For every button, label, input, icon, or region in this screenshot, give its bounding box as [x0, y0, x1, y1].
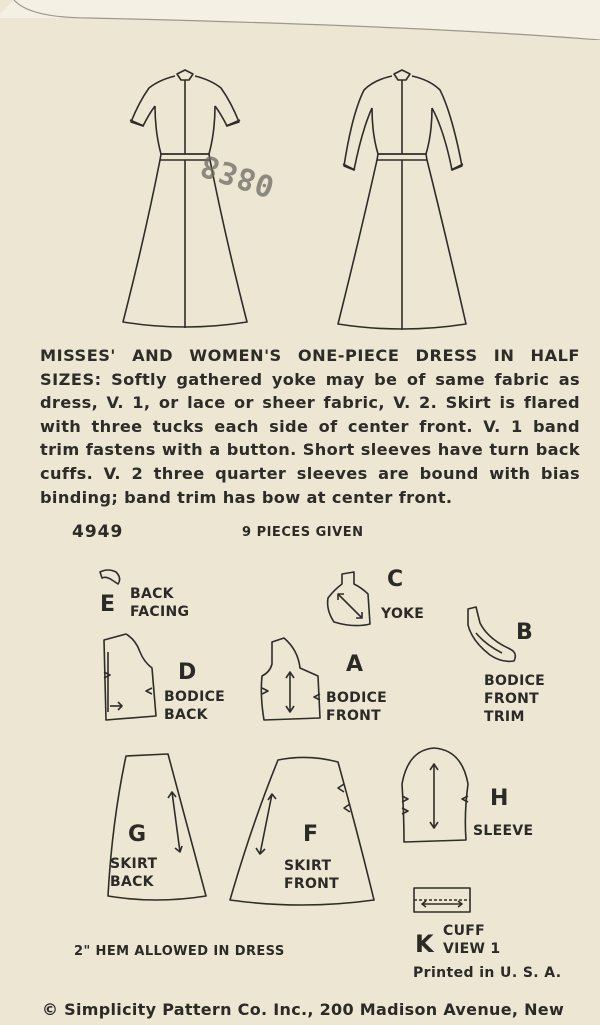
- sleeve-piece-shape: [394, 744, 472, 846]
- piece-label-e: BACK FACING: [130, 586, 190, 620]
- piece-label-a: BODICE FRONT: [326, 690, 388, 724]
- piece-letter-c: C: [387, 567, 404, 592]
- piece-letter-f: F: [303, 822, 319, 847]
- piece-letter-k: K: [415, 930, 434, 958]
- envelope-fold: [0, 0, 600, 40]
- piece-letter-b: B: [516, 620, 533, 645]
- back-facing-piece-shape: [98, 568, 124, 586]
- dress-view-1-illustration: [115, 66, 255, 336]
- description-body: Softly gathered yoke may be of same fabric as dress, V. 1, or lace or sheer fabric, V. 2. Skirt is flared with three tucks each side of center front. V. 1 band trim fastens with a button. Short sleeves have turn back cuffs. V. 2 three quarter sleeves are bound with bias binding; band trim has bow at center front.: [40, 369, 580, 507]
- piece-letter-a: A: [346, 652, 364, 677]
- stamp-number: 8380: [196, 147, 280, 204]
- piece-label-c: YOKE: [381, 606, 425, 622]
- piece-letter-d: D: [178, 660, 197, 685]
- piece-label-k: CUFF VIEW 1: [443, 923, 501, 957]
- piece-label-b: BODICE FRONT TRIM: [484, 673, 546, 725]
- pattern-number: 4949: [72, 522, 124, 542]
- hem-note: 2" HEM ALLOWED IN DRESS: [74, 944, 285, 959]
- piece-letter-g: G: [128, 822, 147, 847]
- copyright-line: © Simplicity Pattern Co. Inc., 200 Madison Avenue, New: [42, 1000, 565, 1019]
- piece-label-h: SLEEVE: [473, 823, 534, 839]
- piece-label-f: SKIRT FRONT: [284, 858, 340, 892]
- yoke-piece-shape: [324, 570, 374, 630]
- printed-in-usa: Printed in U. S. A.: [413, 965, 562, 981]
- piece-letter-h: H: [490, 786, 509, 811]
- pattern-description: [40, 344, 580, 509]
- piece-label-g: SKIRT BACK: [110, 856, 158, 890]
- bodice-back-piece-shape: [100, 632, 162, 724]
- piece-letter-e: E: [100, 592, 116, 617]
- dress-view-2-illustration: [330, 66, 475, 338]
- piece-label-d: BODICE BACK: [164, 689, 226, 723]
- bodice-front-piece-shape: [258, 636, 324, 726]
- bodice-front-trim-piece-shape: [462, 605, 522, 665]
- cuff-piece-shape: [412, 886, 472, 914]
- description-heading: MISSES' AND WOMEN'S ONE-PIECE DRESS IN HALF SIZES:: [40, 346, 580, 389]
- pieces-given: 9 PIECES GIVEN: [242, 525, 364, 540]
